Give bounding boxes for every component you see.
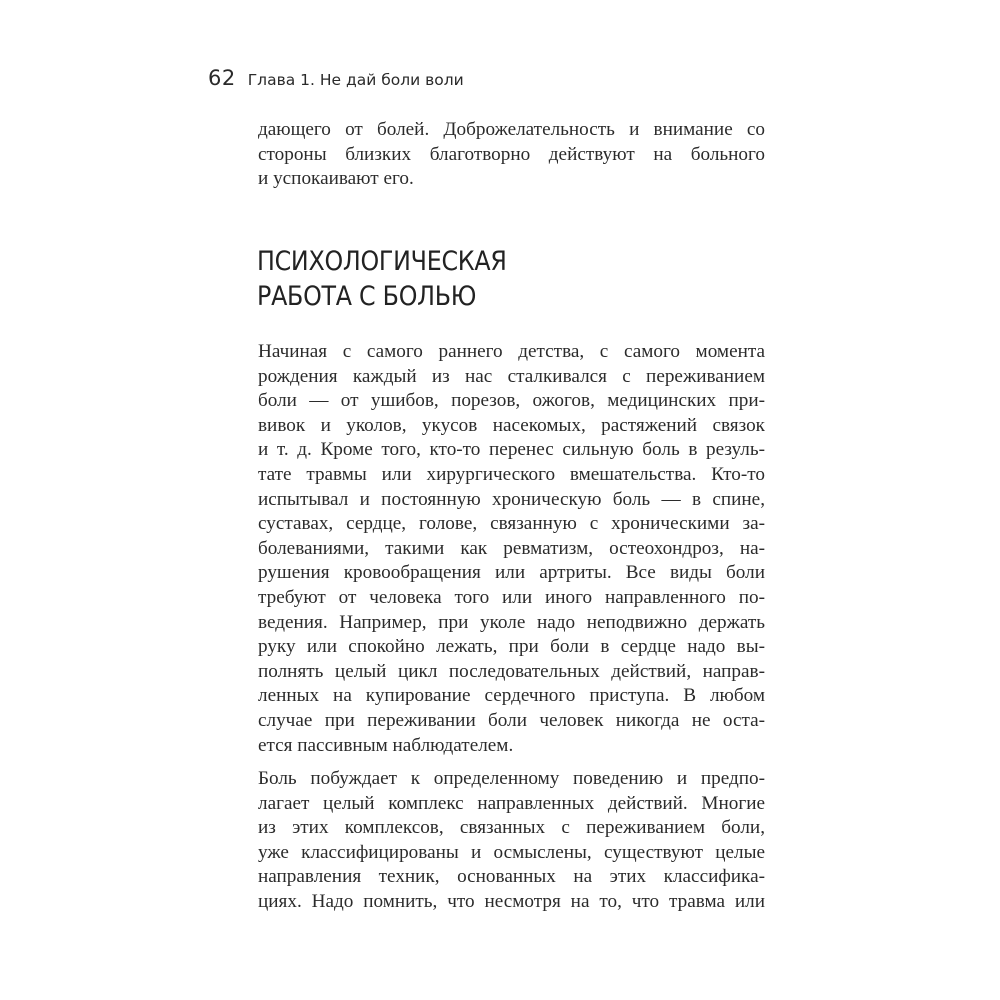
text-line: лагает целый комплекс направленных действий. Многие	[258, 792, 765, 814]
paragraph-continued	[258, 118, 765, 192]
text-line: случае при переживании боли человек никогда не оста-	[258, 709, 765, 731]
text-line: из этих комплексов, связанных с переживанием боли,	[258, 817, 765, 839]
text-line: циях. Надо помнить, что несмотря на то, что травма или	[258, 890, 765, 912]
text-line: рождения каждый из нас сталкивался с переживанием	[258, 365, 765, 387]
text-line: требуют от человека того или иного направленного по-	[258, 586, 765, 608]
text-line: ется пассивным наблюдателем.	[258, 734, 514, 756]
text-line: Начиная с самого раннего детства, с самого момента	[258, 341, 765, 362]
heading-line: РАБОТА С БОЛЬЮ	[257, 281, 477, 312]
text-line: ведения. Например, при уколе надо неподвижно держать	[258, 611, 765, 633]
text-line: уже классифицированы и осмыслены, существуют целые	[258, 841, 765, 863]
text-line: испытывал и постоянную хроническую боль — в спине,	[258, 488, 765, 510]
text-line: суставах, сердце, голове, связанную с хроническими за-	[258, 513, 765, 535]
text-line: дающего от болей. Доброжелательность и внимание со	[258, 119, 765, 140]
text-line: полнять целый цикл последовательных действий, направ-	[258, 660, 765, 682]
page-number: 62	[208, 66, 236, 90]
text-line: боли — от ушибов, порезов, ожогов, медицинских при-	[258, 390, 765, 412]
text-line: и успокаивают его.	[258, 168, 414, 190]
text-line: рушения кровообращения или артриты. Все виды боли	[258, 562, 765, 584]
paragraph	[258, 340, 765, 758]
paragraph	[258, 767, 765, 915]
text-line: стороны близких благотворно действуют на больного	[258, 143, 765, 165]
text-line: Боль побуждает к определенному поведению и предпо-	[258, 768, 765, 789]
heading-line: ПСИХОЛОГИЧЕСКАЯ	[257, 246, 507, 277]
text-line: болеваниями, такими как ревматизм, остеохондроз, на-	[258, 537, 765, 559]
text-line: направления техник, основанных на этих классифика-	[258, 866, 765, 888]
text-line: ленных на купирование сердечного приступа. В любом	[258, 685, 765, 707]
text-line: тате травмы или хирургического вмешательства. Кто-то	[258, 463, 765, 485]
running-title: Глава 1. Не дай боли воли	[247, 71, 464, 89]
text-line: и т. д. Кроме того, кто-то перенес сильную боль в резуль-	[258, 439, 765, 461]
text-line: вивок и уколов, укусов насекомых, растяжений связок	[258, 414, 765, 436]
text-line: руку или спокойно лежать, при боли в сердце надо вы-	[258, 636, 765, 658]
section-heading	[257, 244, 507, 314]
running-header	[208, 66, 464, 90]
